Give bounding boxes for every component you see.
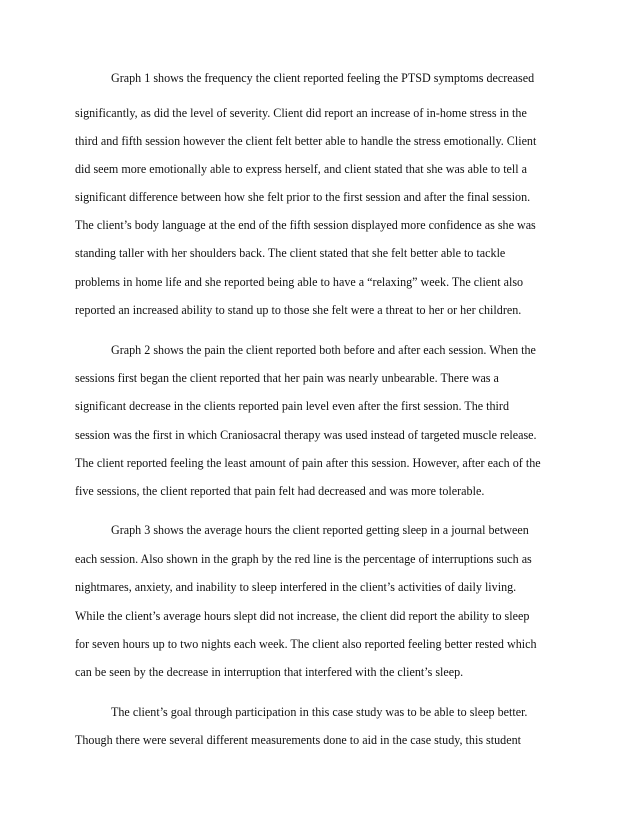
paragraph-line: for seven hours up to two nights each week. The client also reported feeling better rested which bbox=[75, 637, 537, 651]
paragraph-line: The client’s goal through participation in this case study was to be able to sleep better. bbox=[111, 705, 528, 719]
paragraph-line: significantly, as did the level of severity. Client did report an increase of in-home stress in the bbox=[75, 106, 527, 120]
paragraph-line: third and fifth session however the client felt better able to handle the stress emotionally. Client bbox=[75, 134, 537, 148]
paragraph-line: significant difference between how she felt prior to the first session and after the final session. bbox=[75, 190, 531, 204]
paragraph-line: Graph 1 shows the frequency the client reported feeling the PTSD symptoms decreased bbox=[111, 71, 535, 85]
paragraph-line: sessions first began the client reported that her pain was nearly unbearable. There was a bbox=[75, 371, 499, 385]
paragraph-line: each session. Also shown in the graph by the red line is the percentage of interruptions such as bbox=[75, 552, 532, 566]
paragraph-line: The client reported feeling the least amount of pain after this session. However, after each of the bbox=[75, 456, 541, 470]
paragraph-line: While the client’s average hours slept did not increase, the client did report the ability to sleep bbox=[75, 609, 530, 623]
paragraph-line: problems in home life and she reported being able to have a “relaxing” week. The client also bbox=[75, 275, 524, 289]
paragraph-line: five sessions, the client reported that pain felt had decreased and was more tolerable. bbox=[75, 484, 485, 498]
paragraph-line: Graph 2 shows the pain the client reported both before and after each session. When the bbox=[111, 343, 536, 357]
paragraph-line: nightmares, anxiety, and inability to sleep interfered in the client’s activities of daily living. bbox=[75, 580, 517, 594]
paragraph-line: Though there were several different measurements done to aid in the case study, this student bbox=[75, 733, 521, 747]
paragraph-line: reported an increased ability to stand up to those she felt were a threat to her or her children. bbox=[75, 303, 522, 317]
paragraph-line: standing taller with her shoulders back. The client stated that she felt better able to tackle bbox=[75, 246, 506, 260]
paragraph-line: did seem more emotionally able to express herself, and client stated that she was able to tell a bbox=[75, 162, 528, 176]
paragraph-line: can be seen by the decrease in interruption that interfered with the client’s sleep. bbox=[75, 665, 464, 679]
paragraph-line: significant decrease in the clients reported pain level even after the first session. The third bbox=[75, 399, 509, 413]
paragraph-line: Graph 3 shows the average hours the client reported getting sleep in a journal between bbox=[111, 523, 529, 537]
paragraph-line: The client’s body language at the end of the fifth session displayed more confidence as she was bbox=[75, 218, 536, 232]
paragraph-line: session was the first in which Craniosacral therapy was used instead of targeted muscle release. bbox=[75, 428, 537, 442]
